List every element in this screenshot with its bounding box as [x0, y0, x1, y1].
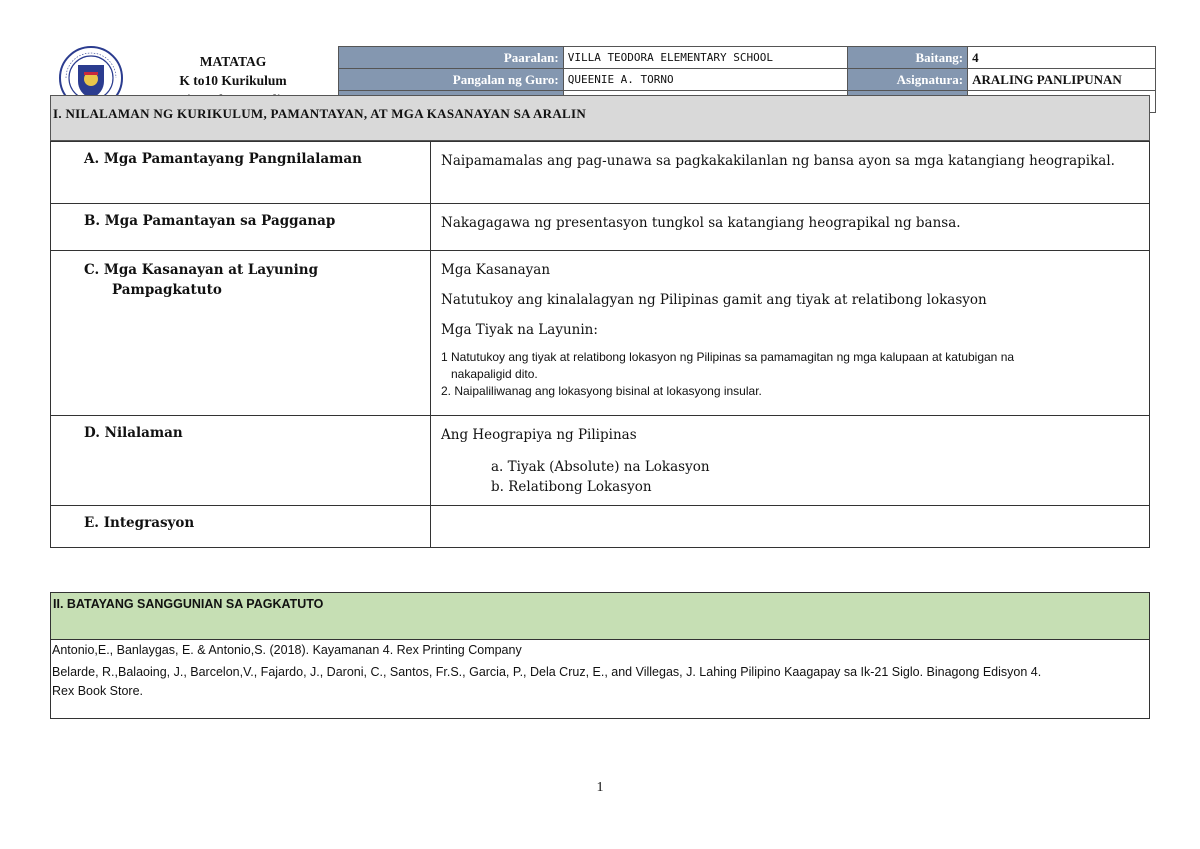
curriculum-title: K to10 Kurikulum	[179, 73, 287, 88]
reference-2-cont: Rex Book Store.	[52, 684, 144, 698]
content-standards-cell	[431, 142, 1150, 204]
integration-value	[431, 506, 1150, 548]
competencies-label	[51, 251, 431, 416]
content-item-b: b. Relatibong Lokasyon	[491, 479, 652, 495]
header-row-school	[339, 47, 1156, 69]
integration-label: E. Integrasyon	[51, 506, 431, 548]
row-competencies	[51, 251, 1150, 416]
subject-label: Asignatura:	[848, 69, 968, 91]
section1-title-bar	[50, 95, 1150, 141]
page-number: 1	[596, 780, 604, 795]
competency-text: Natutukoy ang kinalalagyan ng Pilipinas gamit ang tiyak at relatibong lokasyon	[441, 292, 987, 308]
references-box	[50, 640, 1150, 719]
content-item-a: a. Tiyak (Absolute) na Lokasyon	[491, 459, 710, 475]
objective-1: 1 Natutukoy ang tiyak at relatibong lokasyon ng Pilipinas sa pamamagitan ng mga kalupaan at katubigan na	[441, 350, 1015, 364]
objectives-list	[441, 349, 1139, 400]
content-heading: Ang Heograpiya ng Pilipinas	[441, 427, 637, 443]
school-value: VILLA TEODORA ELEMENTARY SCHOOL	[563, 47, 848, 69]
teacher-value: QUEENIE A. TORNO	[563, 69, 848, 91]
grade-value: 4	[968, 47, 1156, 69]
section1-title: I. NILALAMAN NG KURIKULUM, PAMANTAYAN, AT MGA KASANAYAN SA ARALIN	[53, 106, 587, 121]
grade-label: Baitang:	[848, 47, 968, 69]
competencies-label-line1: C. Mga Kasanayan at Layuning	[84, 262, 319, 278]
school-label: Paaralan:	[339, 47, 564, 69]
brand-title: MATATAG	[199, 54, 267, 69]
curriculum-table	[50, 141, 1150, 548]
section2-title-bar	[50, 592, 1150, 640]
performance-standards-cell	[431, 204, 1150, 251]
competencies-cell	[431, 251, 1150, 416]
reference-2: Belarde, R.,Balaoing, J., Barcelon,V., Fajardo, J., Daroni, C., Santos, Fr.S., Garcia, P., Dela Cruz, E., and Villegas, J. Lahing Pilipino Kaagapay sa Ik-21 Siglo. Binagong Edisyon 4.	[52, 665, 1042, 679]
objectives-heading: Mga Tiyak na Layunin:	[441, 322, 598, 338]
content-standards-label: A. Mga Pamantayang Pangnilalaman	[51, 142, 431, 204]
row-content	[51, 416, 1150, 506]
competencies-label-line2: Pampagkatuto	[112, 282, 222, 298]
subject-value: ARALING PANLIPUNAN	[968, 69, 1156, 91]
section2-title: II. BATAYANG SANGGUNIAN SA PAGKATUTO	[53, 597, 324, 611]
performance-standards-text: Nakagagawa ng presentasyon tungkol sa katangiang heograpikal ng bansa.	[441, 215, 961, 231]
content-standards-text: Naipamamalas ang pag-unawa sa pagkakakilanlan ng bansa ayon sa mga katangiang heograpikal.	[441, 153, 1115, 169]
reference-1: Antonio,E., Banlaygas, E. & Antonio,S. (2018). Kayamanan 4. Rex Printing Company	[52, 643, 522, 657]
objective-1-cont: nakapaligid dito.	[451, 367, 538, 381]
row-performance-standards	[51, 204, 1150, 251]
content-label: D. Nilalaman	[51, 416, 431, 506]
teacher-label: Pangalan ng Guro:	[339, 69, 564, 91]
objective-2: 2. Naipaliliwanag ang lokasyong bisinal at lokasyong insular.	[441, 384, 762, 398]
content-cell	[431, 416, 1150, 506]
row-content-standards	[51, 142, 1150, 204]
performance-standards-label: B. Mga Pamantayan sa Pagganap	[51, 204, 431, 251]
competencies-heading: Mga Kasanayan	[441, 262, 551, 278]
row-integration	[51, 506, 1150, 548]
header-row-teacher	[339, 69, 1156, 91]
